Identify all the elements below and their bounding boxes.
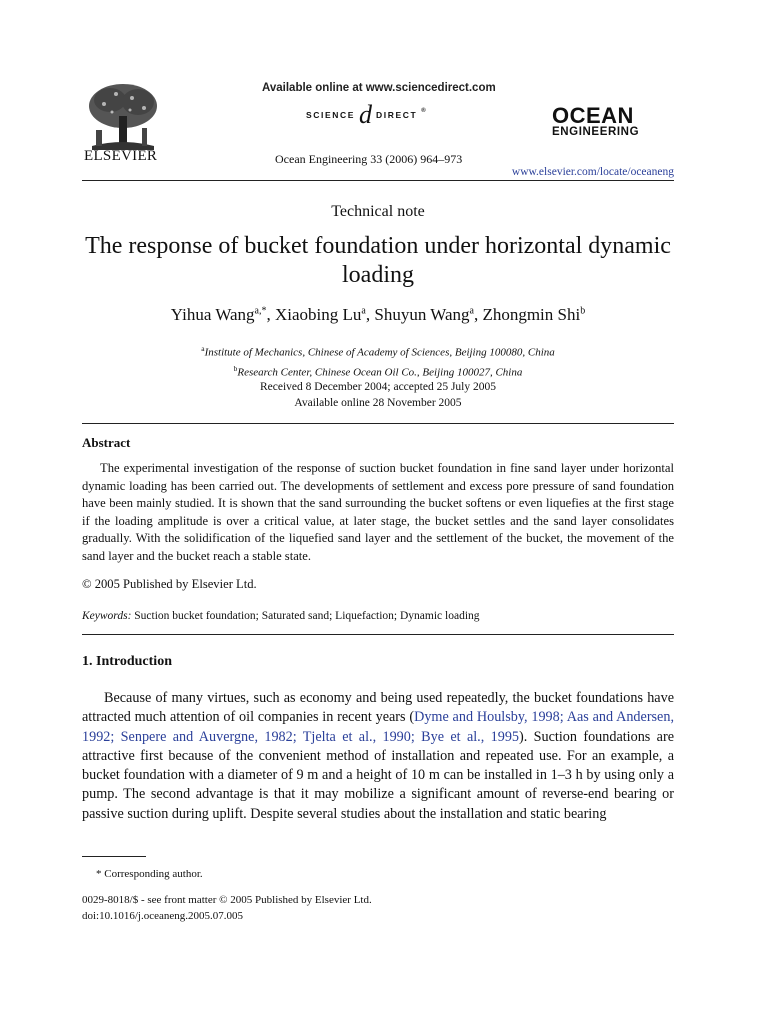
received-date: Received 8 December 2004; accepted 25 July 2005 [260,381,496,393]
author-affiliation-mark: a [361,305,366,317]
affiliation-line [82,361,674,381]
introduction-paragraph [82,689,674,824]
journal-brand-line2: ENGINEERING [552,126,640,138]
author-separator: , [365,305,375,324]
doi-line[interactable]: doi:10.1016/j.oceaneng.2005.07.005 [82,910,244,922]
corresponding-author-note: * Corresponding author. [96,868,203,880]
sciencedirect-left: SCIENCE [306,110,355,120]
header-divider [82,180,674,181]
author-list [82,305,674,325]
available-online-text: Available online at www.sciencedirect.com [262,82,496,94]
affiliation-list [82,341,674,380]
keywords-label: Keywords: [82,610,132,622]
journal-brand-line1: OCEAN [552,103,634,128]
author-name: Xiaobing Lu [275,305,362,324]
author-affiliation-mark: a [469,305,474,317]
intro-text-2: ). Suction foundations are attractive first because of the convenient method of installation and repeated use. For an example, a bucket foundation with a diameter of 9 m and a height of 10 m can be installed in 1–3 h by using only a pump. The second advantage is that it may mobilize a significant amount of reverse-end bearing or passive suction during uplift. Despite several studies about the installation and static bearing [82,728,675,822]
abstract-bottom-divider [82,634,674,635]
author-affiliation-mark: b [580,305,586,317]
sciencedirect-logo [306,100,427,130]
intro-text-1: Because of many virtues, such as economy and being used repeatedly, the bucket foundations have attracted much attention of oil companies in recent years ( [82,690,674,726]
journal-url-link[interactable]: www.elsevier.com/locate/oceaneng [511,166,674,178]
affiliation-text: Research Center, Chinese Ocean Oil Co., Beijing 100027, China [237,366,523,379]
abstract-heading: Abstract [82,435,131,450]
article-title: The response of bucket foundation under horizontal dynamic loading [85,233,671,288]
article-dates [82,379,674,411]
author-separator: , [266,305,275,324]
keywords-line [82,610,480,622]
keywords-text: Suction bucket foundation; Saturated sand; Liquefaction; Dynamic loading [134,610,480,622]
affiliation-line [82,341,674,361]
abstract-copyright: © 2005 Published by Elsevier Ltd. [82,577,257,591]
article-type: Technical note [331,203,425,220]
author-separator: , [473,305,483,324]
publisher-name: ELSEVIER [84,148,158,164]
affiliation-mark: a [201,344,205,353]
author-name: Shuyun Wang [374,305,470,324]
author-name: Zhongmin Shi [482,305,581,324]
affiliation-mark: b [233,363,238,373]
abstract-top-divider [82,423,674,424]
available-date: Available online 28 November 2005 [294,397,462,409]
author-name: Yihua Wang [170,305,255,324]
section-heading-introduction: 1. Introduction [82,654,172,669]
author-affiliation-mark: a,* [254,305,267,317]
abstract-body: The experimental investigation of the response of suction bucket foundation in fine sand layer under horizontal dynamic loading has been carried out. The developments of settlement and excess pore pressure of sand foundation have been mainly studied. It is shown that the sand surrounding the bucket softens or even liquefies at the first stage if the loading amplitude is over a critical value, at later stage, the bucket settles and the sand layer consolidates gradually. With the solidification of the liquefied sand layer and the settlement of the bucket, the movement of the sand layer and the bucket reach a stable state. [82,461,674,563]
sciencedirect-right: DIRECT [376,110,418,120]
issn-line: 0029-8018/$ - see front matter © 2005 Published by Elsevier Ltd. [82,894,372,906]
citation-link[interactable]: Dyme and Houlsby, 1998; Aas and Andersen, 1992; Senpere and Auvergne, 1982; Tjelta et al., 1990; Bye et al., 1995 [82,709,674,745]
sciencedirect-at-icon: d [359,100,372,129]
journal-reference: Ocean Engineering 33 (2006) 964–973 [275,152,463,166]
registered-mark: ® [421,108,428,114]
footnote-divider [82,856,146,857]
affiliation-text: Institute of Mechanics, Chinese of Academy of Sciences, Beijing 100080, China [204,346,555,359]
